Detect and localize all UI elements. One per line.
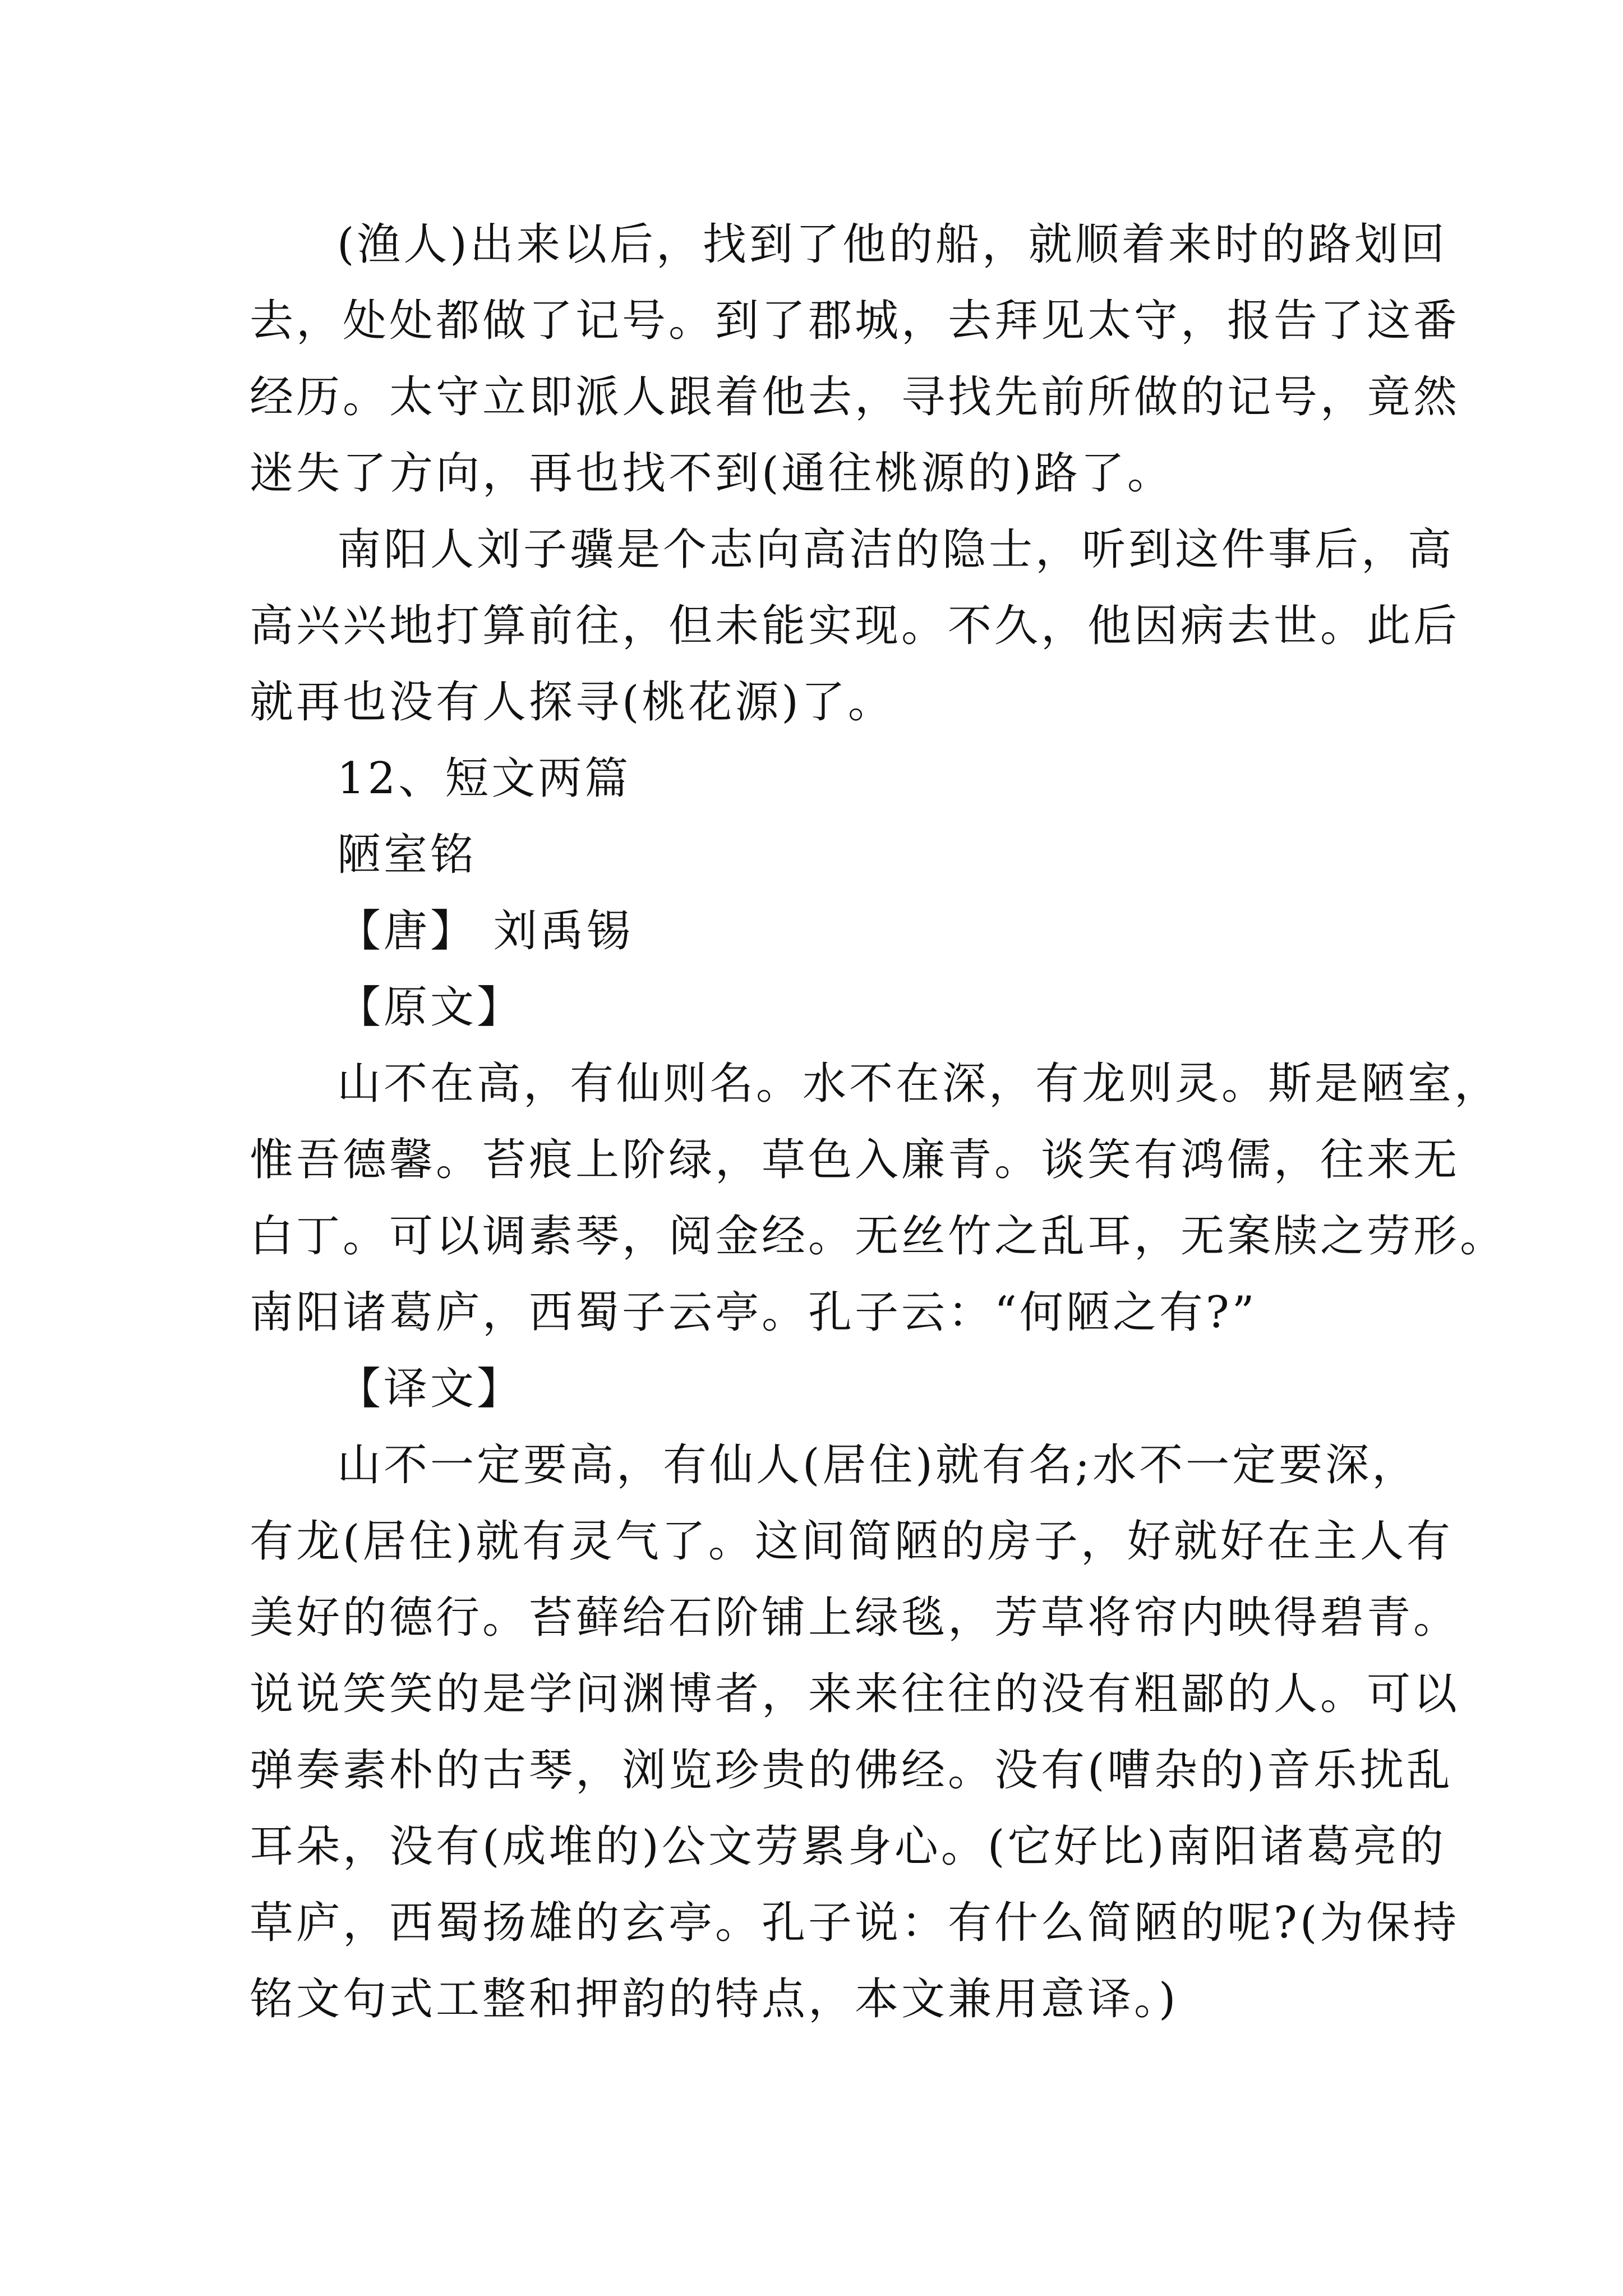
translation-text [250,1427,1460,2037]
text-line: 有龙(居住)就有灵气了。这间简陋的房子，好就好在主人有 [250,1516,1453,1567]
text-line: 铭文句式工整和押韵的特点，本文兼用意译。) [250,1974,1179,2024]
translation-heading: 【译文】 [337,1364,524,1414]
original-text [250,1046,1507,1351]
paragraph-liu-ziji [250,512,1460,740]
text-line: 说说笑笑的是学问渊博者，来来往往的没有粗鄙的人。可以 [250,1669,1460,1719]
original-heading: 【原文】 [337,982,524,1033]
text-line: 南阳人刘子骥是个志向高洁的隐士，听到这件事后，高 [337,524,1455,575]
text-line: 美好的德行。苔藓给石阶铺上绿毯，芳草将帘内映得碧青。 [250,1593,1460,1643]
article-title: 陋室铭 [337,830,477,880]
text-line: 山不在高，有仙则名。水不在深，有龙则灵。斯是陋室， [337,1059,1501,1109]
text-line: 草庐，西蜀扬雄的玄亭。孔子说：有什么简陋的呢?(为保持 [250,1898,1460,1948]
text-line: 就再也没有人探寻(桃花源)了。 [250,677,895,728]
section-title: 12、短文两篇 [337,753,631,804]
author-line: 【唐】 刘禹锡 [337,906,633,956]
text-line: 高兴兴地打算前往，但未能实现。不久，他因病去世。此后 [250,601,1460,651]
text-line: (渔人)出来以后，找到了他的船，就顺着来时的路划回 [337,219,1447,270]
text-line: 山不一定要高，有仙人(居住)就有名;水不一定要深， [337,1440,1419,1490]
text-line: 经历。太守立即派人跟着他去，寻找先前所做的记号，竟然 [250,372,1460,422]
text-line: 南阳诸葛庐，西蜀子云亭。孔子云：“何陋之有?” [250,1287,1257,1338]
text-line: 惟吾德馨。苔痕上阶绿，草色入廉青。谈笑有鸿儒，往来无 [250,1135,1460,1185]
document-content [250,206,1507,2037]
paragraph-fisherman-return [250,206,1460,512]
text-line: 弹奏素朴的古琴，浏览珍贵的佛经。没有(嘈杂的)音乐扰乱 [250,1745,1453,1796]
text-line: 去，处处都做了记号。到了郡城，去拜见太守，报告了这番 [250,296,1460,346]
text-line: 耳朵，没有(成堆的)公文劳累身心。(它好比)南阳诸葛亮的 [250,1821,1446,1872]
text-line: 白丁。可以调素琴，阅金经。无丝竹之乱耳，无案牍之劳形。 [250,1211,1507,1262]
text-line: 迷失了方向，再也找不到(通往桃源的)路了。 [250,448,1174,499]
